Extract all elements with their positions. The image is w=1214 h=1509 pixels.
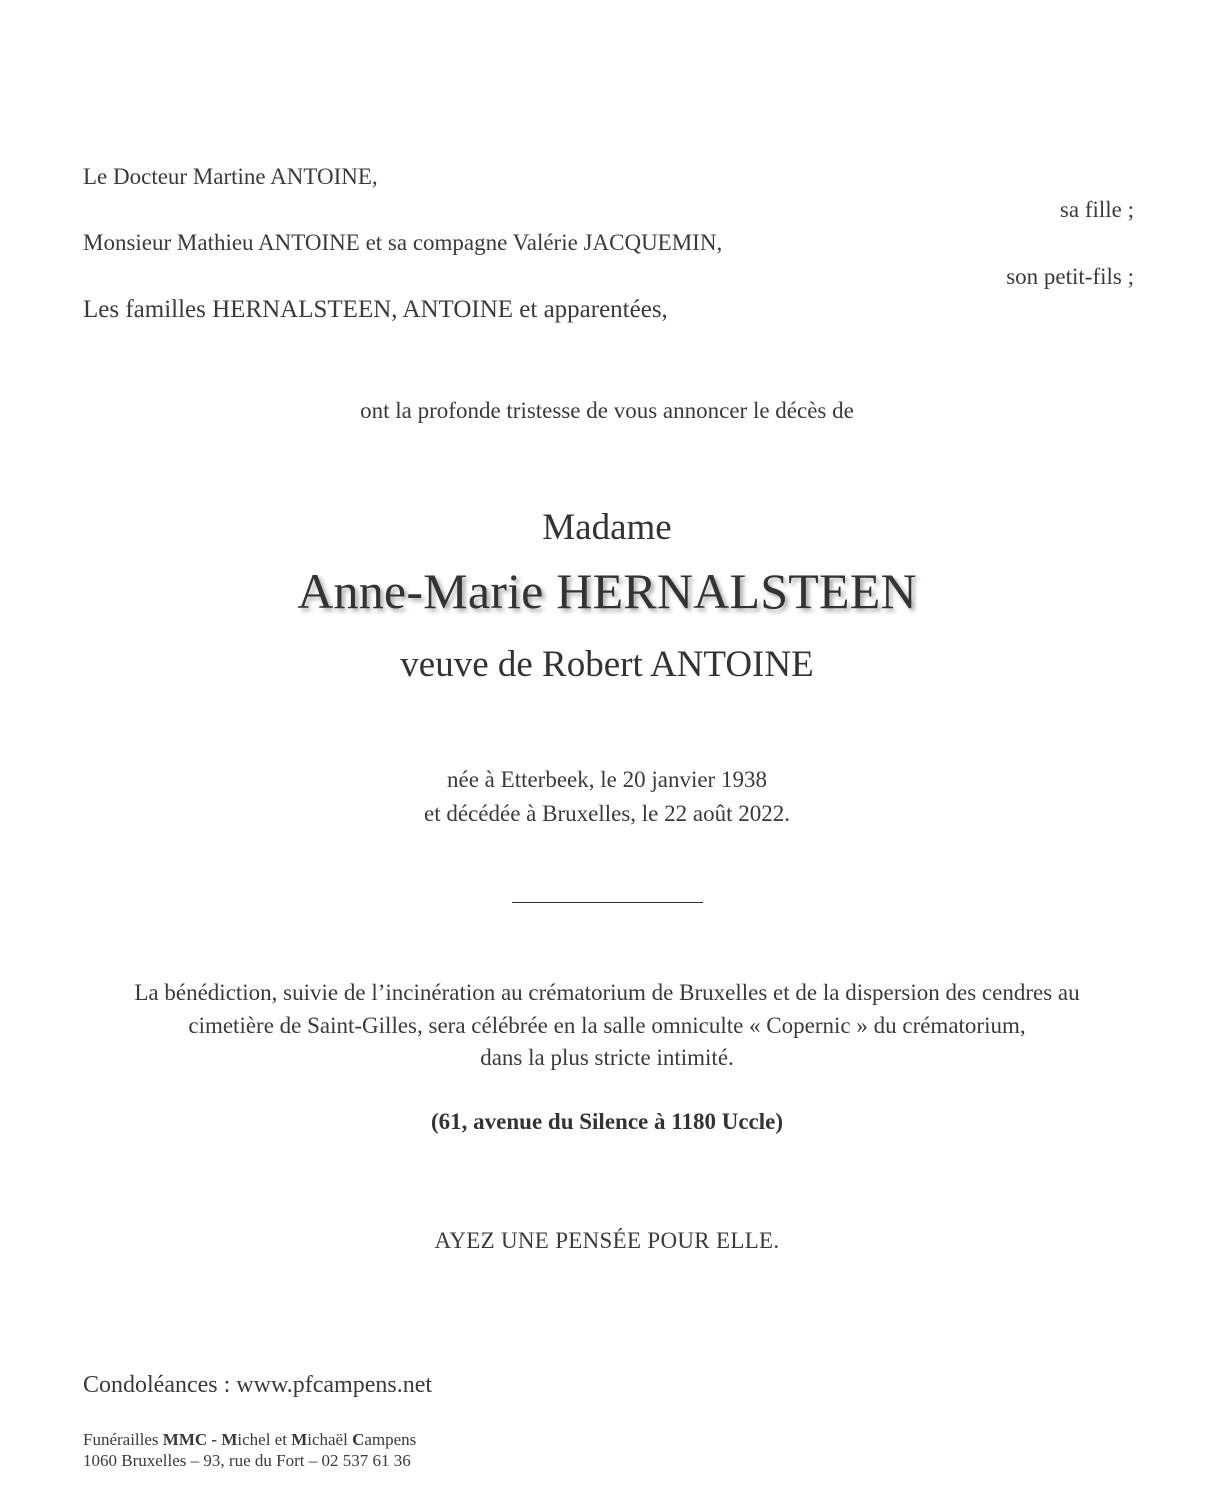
family-line-grandson: Monsieur Mathieu ANTOINE et sa compagne Valérie JACQUEMIN,	[83, 230, 723, 255]
funeral-home-name	[83, 1429, 416, 1450]
deceased-name: Anne-Marie HERNALSTEEN	[297, 563, 917, 619]
footer-ichael: ichaël	[307, 1430, 353, 1449]
family-line-relatives: Les familles HERNALSTEEN, ANTOINE et apparentées,	[83, 296, 668, 323]
ceremony-line-2: cimetière de Saint-Gilles, sera célébrée en la salle omniculte « Copernic » du crématorium,	[188, 1013, 1026, 1038]
deceased-widow-of: veuve de Robert ANTOINE	[400, 644, 814, 685]
footer-prefix: Funérailles	[83, 1430, 163, 1449]
footer-mmc: MMC - M	[162, 1430, 238, 1449]
footer-c: C	[352, 1430, 365, 1449]
footer-ichel: ichel et	[237, 1430, 292, 1449]
footer-ampens: ampens	[364, 1430, 417, 1449]
ceremony-address: (61, avenue du Silence à 1180 Uccle)	[431, 1109, 783, 1134]
footer-m2: M	[291, 1430, 308, 1449]
relation-daughter: sa fille ;	[1059, 197, 1134, 222]
funeral-home-address: 1060 Bruxelles – 93, rue du Fort – 02 537 61 36	[83, 1451, 411, 1470]
relation-grandson: son petit-fils ;	[1006, 264, 1134, 289]
announcement-text: ont la profonde tristesse de vous annoncer le décès de	[360, 398, 854, 423]
separator-line	[512, 902, 703, 903]
condolences-link[interactable]: Condoléances : www.pfcampens.net	[83, 1372, 433, 1398]
closing-motto: AYEZ UNE PENSÉE POUR ELLE.	[434, 1228, 780, 1253]
deceased-honorific: Madame	[542, 507, 672, 548]
ceremony-line-1: La bénédiction, suivie de l’incinération au crématorium de Bruxelles et de la dispersion des cendres au	[134, 980, 1080, 1005]
family-line-daughter: Le Docteur Martine ANTOINE,	[83, 164, 378, 189]
death-date: et décédée à Bruxelles, le 22 août 2022.	[424, 801, 790, 826]
ceremony-line-3: dans la plus stricte intimité.	[480, 1045, 734, 1070]
birth-date: née à Etterbeek, le 20 janvier 1938	[447, 767, 767, 792]
